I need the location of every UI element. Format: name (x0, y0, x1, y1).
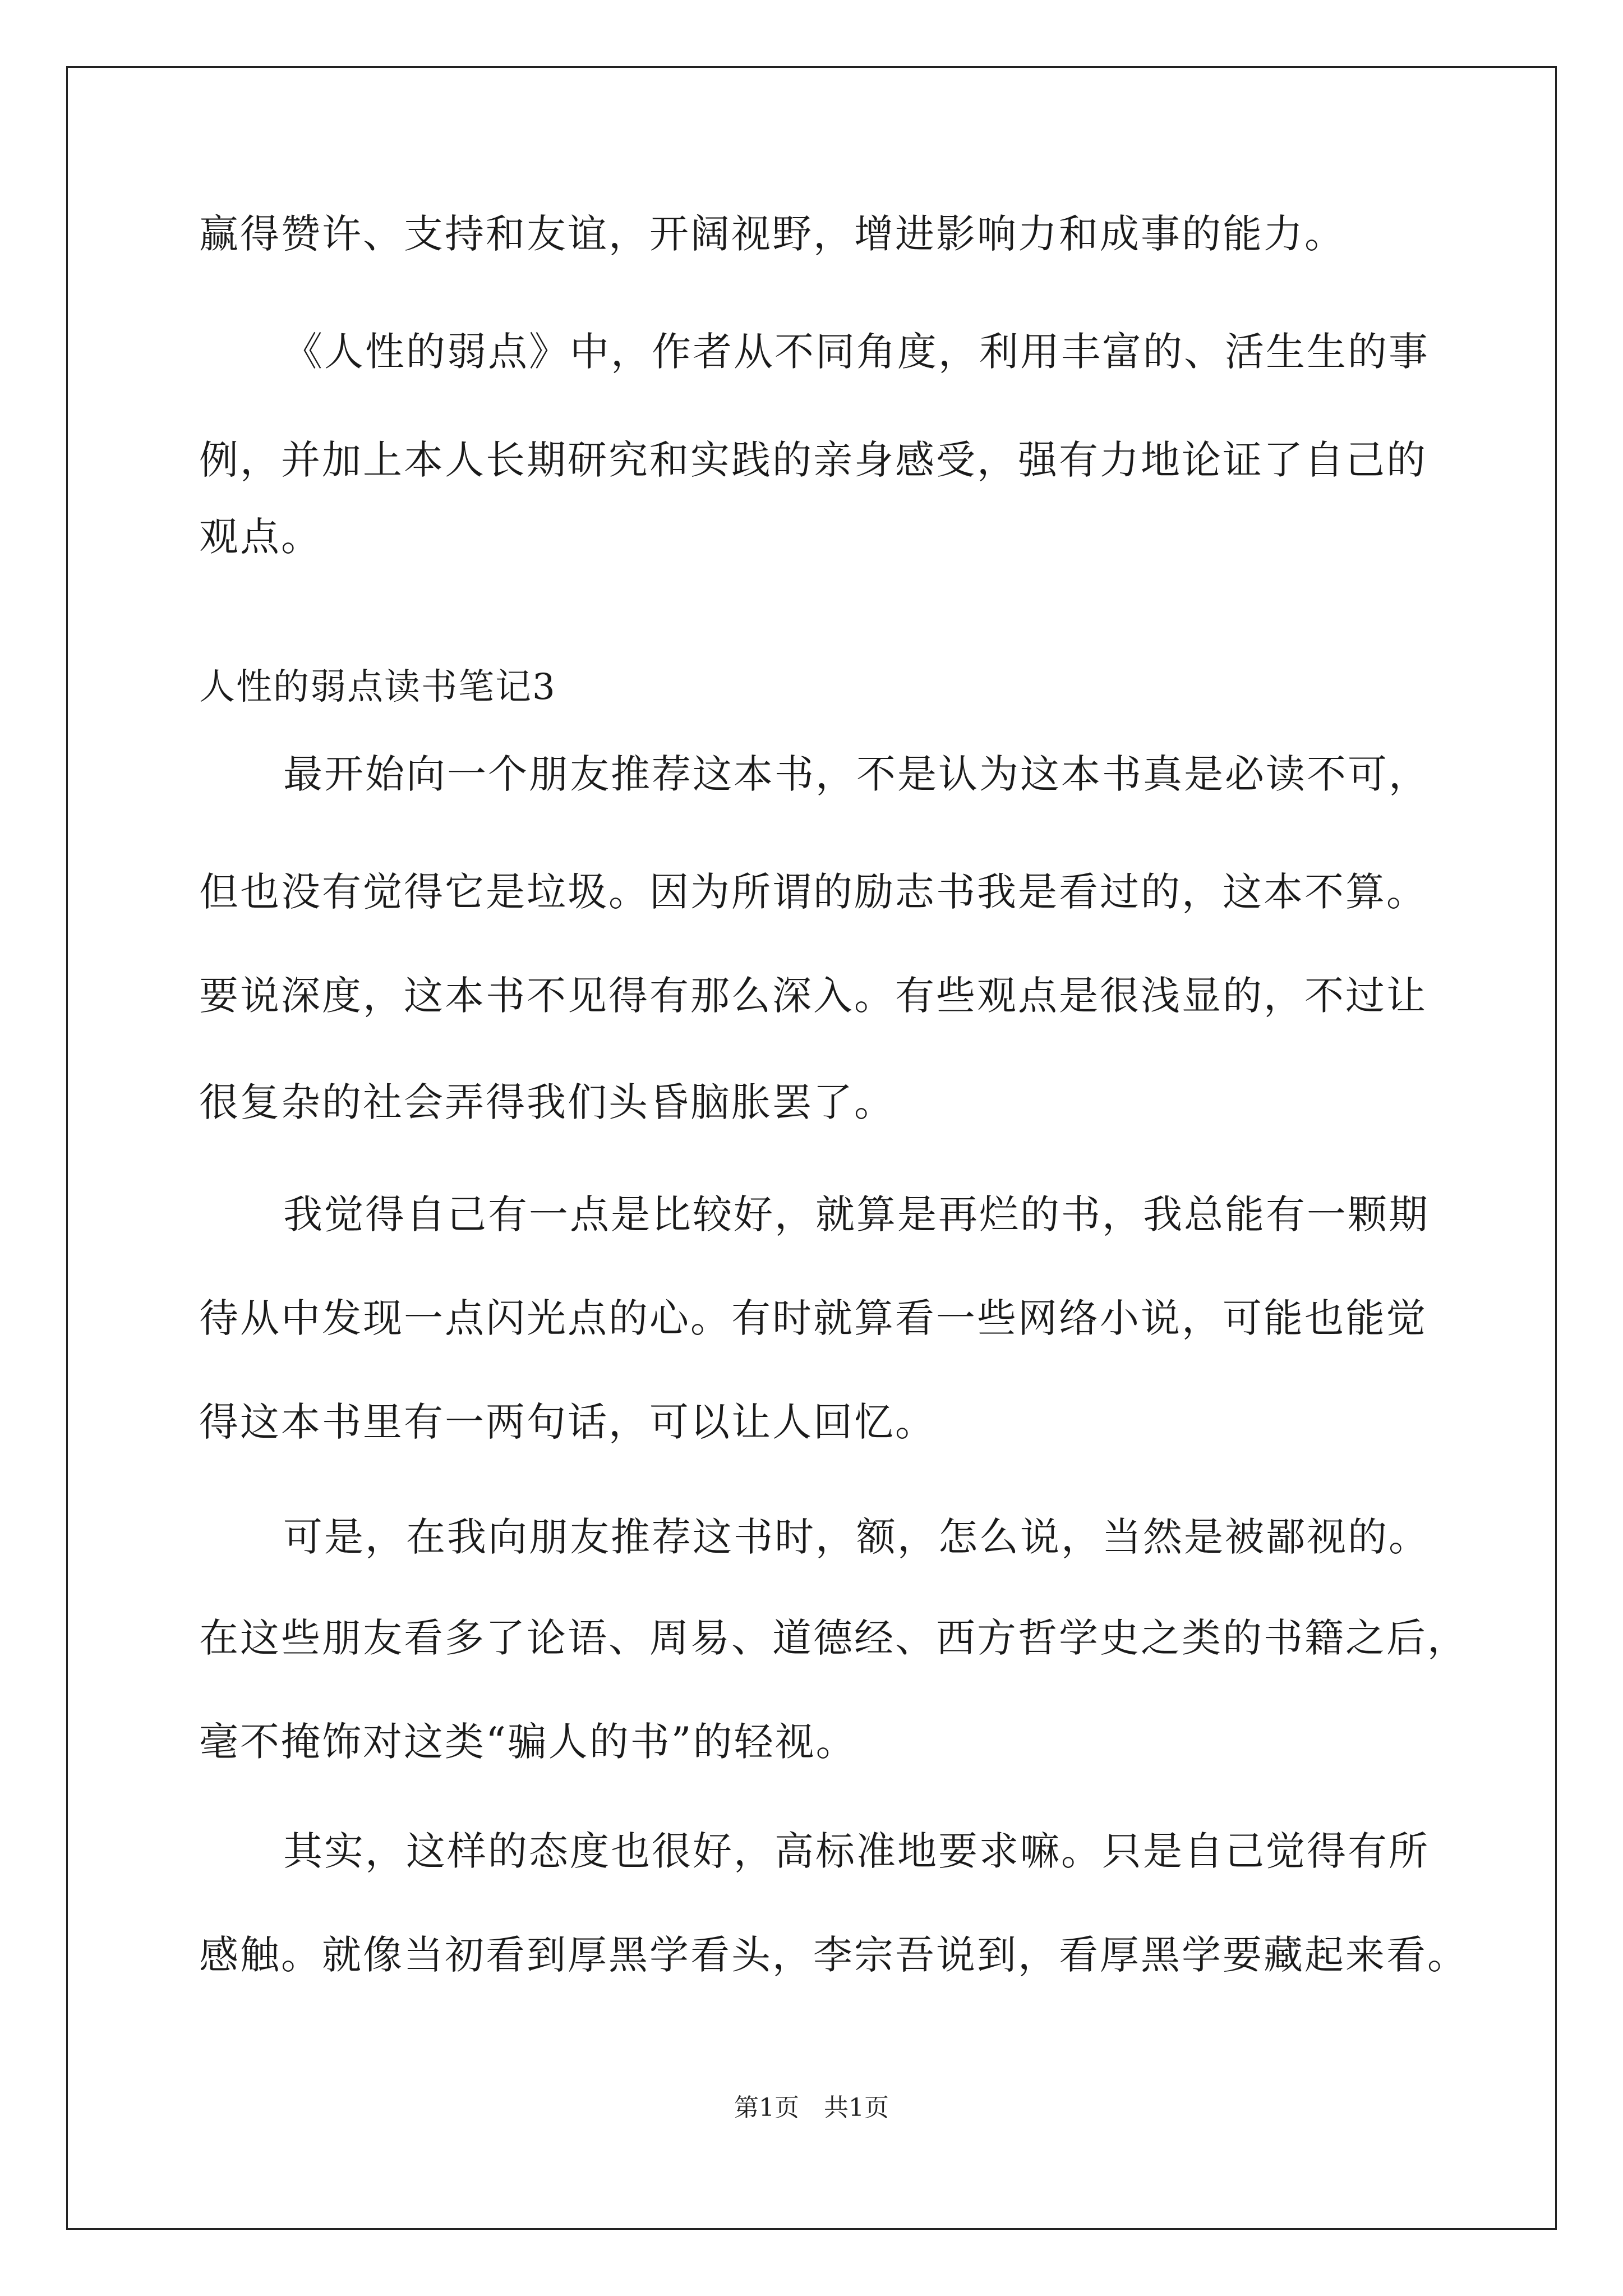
paragraph-line: 观点。 (199, 514, 322, 560)
paragraph-line: 最开始向一个朋友推荐这本书，不是认为这本书真是必读不可， (283, 751, 1430, 797)
paragraph-line: 例，并加上本人长期研究和实践的亲身感受，强有力地论证了自己的 (199, 437, 1427, 483)
paragraph-line: 在这些朋友看多了论语、周易、道德经、西方哲学史之类的书籍之后， (199, 1615, 1468, 1661)
paragraph-line: 赢得赞许、支持和友谊，开阔视野，增进影响力和成事的能力。 (199, 211, 1345, 257)
paragraph-line: 其实，这样的态度也很好，高标准地要求嘛。只是自己觉得有所 (283, 1828, 1430, 1874)
paragraph-line: 但也没有觉得它是垃圾。因为所谓的励志书我是看过的，这本不算。 (199, 869, 1427, 915)
page-footer: 第1页 共1页 (734, 2093, 889, 2122)
paragraph-line: 很复杂的社会弄得我们头昏脑胀罢了。 (199, 1079, 895, 1125)
paragraph-line: 我觉得自己有一点是比较好，就算是再烂的书，我总能有一颗期 (283, 1191, 1430, 1237)
paragraph-line: 感触。就像当初看到厚黑学看头，李宗吾说到，看厚黑学要藏起来看。 (199, 1932, 1468, 1978)
paragraph-line: 可是，在我向朋友推荐这书时，额，怎么说，当然是被鄙视的。 (283, 1514, 1430, 1560)
section-heading: 人性的弱点读书笔记3 (199, 666, 556, 708)
paragraph-line: 待从中发现一点闪光点的心。有时就算看一些网络小说，可能也能觉 (199, 1295, 1427, 1341)
paragraph-line: 得这本书里有一两句话，可以让人回忆。 (199, 1399, 936, 1445)
paragraph-line: 要说深度，这本书不见得有那么深入。有些观点是很浅显的，不过让 (199, 973, 1427, 1019)
page-border (66, 66, 1557, 2230)
paragraph-line: 《人性的弱点》中，作者从不同角度，利用丰富的、活生生的事 (283, 329, 1430, 375)
paragraph-line: 毫不掩饰对这类“骗人的书”的轻视。 (199, 1719, 857, 1765)
